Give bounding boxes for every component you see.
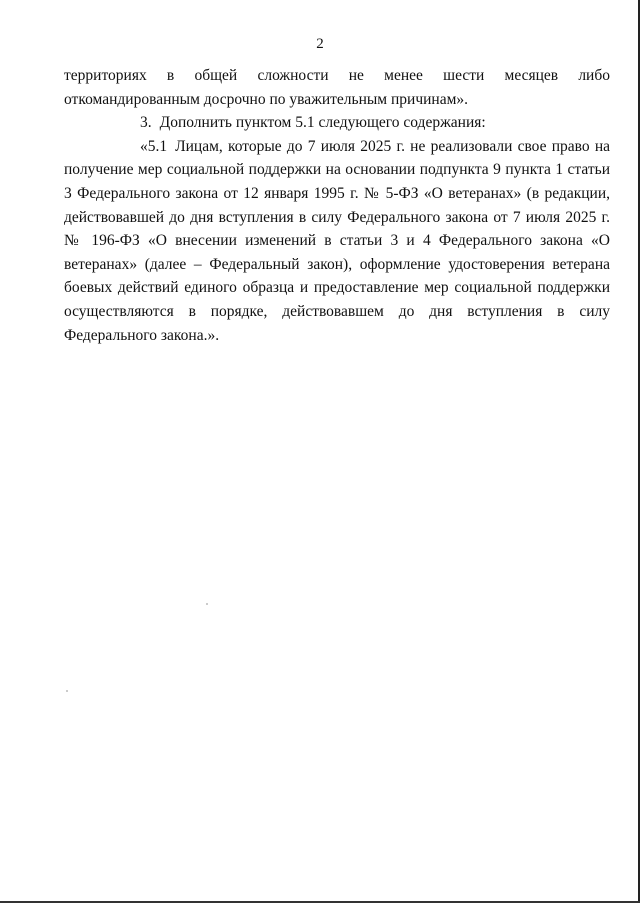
paragraph-continuation [64,64,610,111]
page-number: 2 [316,36,324,52]
paragraph-clause-5-1 [64,135,610,347]
clause-number: «5.1 [140,137,168,155]
scan-speck [206,603,208,605]
paragraph-text: Лицам, которые до 7 июля 2025 г. не реализовали свое право на получение мер социальной поддержки на основании подпункта 9 пункта 1 статьи 3 Федерального закона от 12 января 1995 г. № 5-ФЗ «О ветеранах» (в редакции, действовавшей до дня вступления в силу Федерального закона от 7 июля 2025 г. № 196-ФЗ «О внесении изменений в статьи 3 и 4 Федерального закона «О ветеранах» (далее – Федеральный закон), оформление удостоверения ветерана боевых действий единого образца и предоставление мер социальной поддержки осуществляются в порядке, действовавшем до дня вступления в силу Федерального закона.». [64,137,610,344]
paragraph-item-3 [64,111,610,135]
document-body [64,64,610,347]
paragraph-text: территориях в общей сложности не менее шести месяцев либо откомандированным досрочно по уважительным причинам». [64,67,610,108]
scan-speck [66,690,68,692]
item-number: 3. [140,114,152,132]
paragraph-text: Дополнить пунктом 5.1 следующего содержания: [159,114,486,132]
